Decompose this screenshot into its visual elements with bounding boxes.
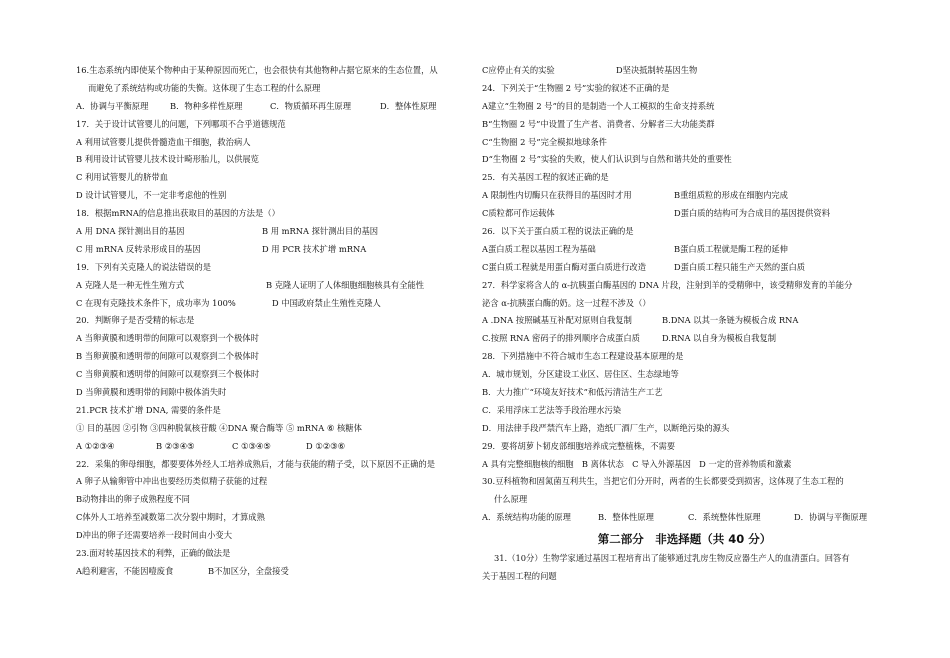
question-16-stem-cont: 而避免了系统结构或功能的失衡。这体现了生态工程的什么原理 [88, 82, 321, 93]
option-d: D ①②③⑥ [306, 440, 346, 451]
option-c: C ①③④⑤ [232, 440, 271, 451]
option-d: D蛋白质的结构可为合成目的基因提供资料 [674, 208, 830, 219]
question-19-options-row2 [76, 295, 476, 313]
option-c: C质粒都可作运载体 [482, 208, 555, 219]
question-19-stem: 19．下列有关克隆人的说法错误的是 [76, 261, 212, 272]
option-a: A ①②③④ [76, 440, 115, 451]
option-d: D“生物圈 2 号”实验的失败，使人们认识到与自然和谐共处的重要性 [482, 154, 732, 165]
option-b: B 利用设计试管婴儿技术设计畸形胎儿，以供展览 [76, 154, 259, 165]
question-23-options-cont [482, 62, 887, 80]
option-d: D．协调与平衡原理 [794, 512, 868, 523]
question-29-stem: 29．要将胡萝卜韧皮部细胞培养成完整植株，不需要 [482, 440, 676, 451]
option-b: B 克隆人证明了人体细胞细胞核具有全能性 [266, 279, 425, 290]
option-d: D冲出的卵子还需要培养一段时间由小变大 [76, 530, 232, 541]
question-22-stem: 22．采集的卵母细胞，都要要体外经人工培养成熟后，才能与获能的精子受，以下原因不正确的是 [76, 458, 436, 469]
question-20-stem: 20．判断卵子是否受精的标志是 [76, 315, 195, 326]
question-25-options-row1 [482, 187, 887, 205]
option-c: C 利用试管婴儿的脐带血 [76, 172, 168, 183]
option-c: C体外人工培养至减数第二次分裂中期时，才算成熟 [76, 512, 265, 523]
question-31-stem: 31.（10分）生物学家通过基因工程培育出了能够通过乳房生物反应器生产人的血清蛋白。回答有 [494, 553, 850, 564]
part-two-title: 第二部分 非选择题（共 40 分） [597, 532, 772, 547]
question-23-stem: 23.面对转基因技术的利弊，正确的做法是 [76, 548, 231, 559]
option-a: A .DNA 按照碱基互补配对原则自我复制 [482, 315, 632, 326]
option-d: D．用法律手段严禁汽车上路，造纸厂酒厂生产，以断绝污染的源头 [482, 422, 730, 433]
option-c: C．系统整体性原理 [688, 512, 761, 523]
option-c: C．采用浮床工艺法等手段治理水污染 [482, 404, 622, 415]
option-d: D.RNA 以自身为模板自我复制 [662, 333, 777, 344]
option-b: B动物排出的卵子成熟程度不同 [76, 494, 190, 505]
question-30-stem: 30.豆科植物和固氮菌互利共生，当把它们分开时，两者的生长都要受到损害，这体现了生态工程的 [482, 476, 844, 487]
option-b: B 当卵黄膜和透明带的间隙可以观察到二个极体时 [76, 351, 259, 362]
option-d: D．整体性原理 [380, 100, 437, 111]
option-c: C“生物圈 2 号”完全模拟地球条件 [482, 136, 607, 147]
question-27-stem: 27．科学家将含人的 α-抗胰蛋白酶基因的 DNA 片段，注射到羊的受精卵中，该受精卵发育的羊能分 [482, 279, 853, 290]
question-18-options-row2 [76, 241, 476, 259]
option-a: A蛋白质工程以基因工程为基础 [482, 243, 596, 254]
option-d: D坚决抵制转基因生物 [616, 65, 698, 75]
option-a: A．城市规划，分区建设工业区、居住区、生态绿地等 [482, 369, 679, 380]
question-30-options [482, 509, 887, 527]
right-column [482, 62, 887, 586]
option-c: C 当卵黄膜和透明带的间隙可以观察到三个极体时 [76, 369, 260, 380]
option-d: D 设计试管婴儿，不一定非考虑他的性别 [76, 190, 227, 201]
option-a: A 克隆人是一种无性生殖方式 [76, 279, 185, 290]
left-column [76, 62, 476, 581]
question-24-stem: 24．下列关于“生物圈 2 号”实验的叙述不正确的是 [482, 82, 670, 93]
question-17-stem: 17．关于设计试管婴儿的问题，下列哪项不合乎道德规范 [76, 118, 286, 129]
option-b: B．大力推广“环境友好技术”和低污清洁生产工艺 [482, 387, 663, 398]
option-c: C．物质循环再生原理 [270, 100, 352, 111]
option-d: D蛋白质工程只能生产天然的蛋白质 [674, 261, 806, 272]
question-21-options [76, 438, 476, 456]
option-b: B．整体性原理 [598, 512, 654, 523]
question-16-stem: 16.生态系统内即使某个物种由于某种原因而死亡，也会很快有其他物种占据它原来的生态位置，从 [76, 65, 438, 75]
option-a: A 限制性内切酶只在获得目的基因时才用 [482, 190, 632, 201]
option-c: C.按照 RNA 密码子的排列顺序合成蛋白质 [482, 333, 640, 344]
question-31-stem-cont: 关于基因工程的问题 [482, 571, 557, 582]
option-a: A趋利避害，不能因噎废食 [76, 565, 174, 576]
option-c: C 在现有克隆技术条件下，成功率为 100% [76, 297, 236, 308]
option-a: A 卵子从输卵管中冲出也要经历类似精子获能的过程 [76, 476, 268, 487]
option-d: D 当卵黄膜和透明带的间隙中极体消失时 [76, 387, 227, 398]
question-23-options [76, 563, 476, 581]
option-c: C 用 mRNA 反转录形成目的基因 [76, 243, 201, 254]
option-b: B．物种多样性原理 [170, 100, 243, 111]
option-d: D 用 PCR 技术扩增 mRNA [262, 243, 367, 254]
question-26-options-row2 [482, 259, 887, 277]
option-d: D 中国政府禁止生殖性克隆人 [272, 297, 381, 308]
question-27-options-row2 [482, 330, 887, 348]
option-a: A 用 DNA 探针测出目的基因 [76, 226, 185, 237]
option-b: B 用 mRNA 探针测出目的基因 [262, 226, 379, 237]
option-a: A．协调与平衡原理 [76, 100, 149, 111]
question-26-options-row1 [482, 241, 887, 259]
question-30-stem-cont: 什么原理 [494, 494, 528, 505]
option-a: A建立“生物圈 2 号”的目的是制造一个人工模拟的生命支持系统 [482, 100, 715, 111]
option-b: B.DNA 以其一条链为模板合成 RNA [662, 315, 799, 326]
question-25-options-row2 [482, 205, 887, 223]
question-19-options-row1 [76, 277, 476, 295]
question-16-options [76, 98, 476, 116]
option-b: B ②③④⑤ [156, 440, 195, 451]
question-27-options-row1 [482, 312, 887, 330]
option-a: A 当卵黄膜和透明带的间隙可以观察到一个极体时 [76, 333, 259, 344]
question-28-stem: 28．下列措施中不符合城市生态工程建设基本原理的是 [482, 351, 684, 362]
question-18-stem: 18．根据mRNA的信息推出获取目的基因的方法是（） [76, 208, 280, 219]
question-18-options-row1 [76, 223, 476, 241]
question-29-options: A 具有完整细胞核的细胞 B 离体状态 C 导入外源基因 D 一定的营养物质和激素 [482, 458, 792, 469]
question-26-stem: 26．以下关于蛋白质工程的说法正确的是 [482, 226, 634, 237]
option-c: C蛋白质工程就是用蛋白酶对蛋白质进行改造 [482, 261, 646, 272]
option-b: B蛋白质工程就是酶工程的延伸 [674, 243, 788, 254]
question-25-stem: 25．有关基因工程的叙述正确的是 [482, 172, 609, 183]
question-21-items: ① 目的基因 ②引物 ③四种脱氧核苷酸 ④DNA 聚合酶等 ⑤ mRNA ⑥ 核糖体 [76, 422, 362, 433]
option-a: A．系统结构功能的原理 [482, 512, 571, 523]
question-21-stem: 21.PCR 技术扩增 DNA, 需要的条件是 [76, 404, 221, 415]
option-b: B“生物圈 2 号”中设置了生产者、消费者、分解者三大功能类群 [482, 118, 715, 129]
option-b: B不加区分，全盘接受 [208, 565, 289, 576]
question-27-stem-cont: 泌含 α-抗胰蛋白酶的奶。这一过程不涉及（） [482, 297, 651, 308]
option-b: B重组质粒的形成在细胞内完成 [674, 190, 788, 201]
option-c: C应停止有关的实验 [482, 65, 555, 75]
option-a: A 利用试管婴儿提供骨髓造血干细胞，救治病人 [76, 136, 251, 147]
